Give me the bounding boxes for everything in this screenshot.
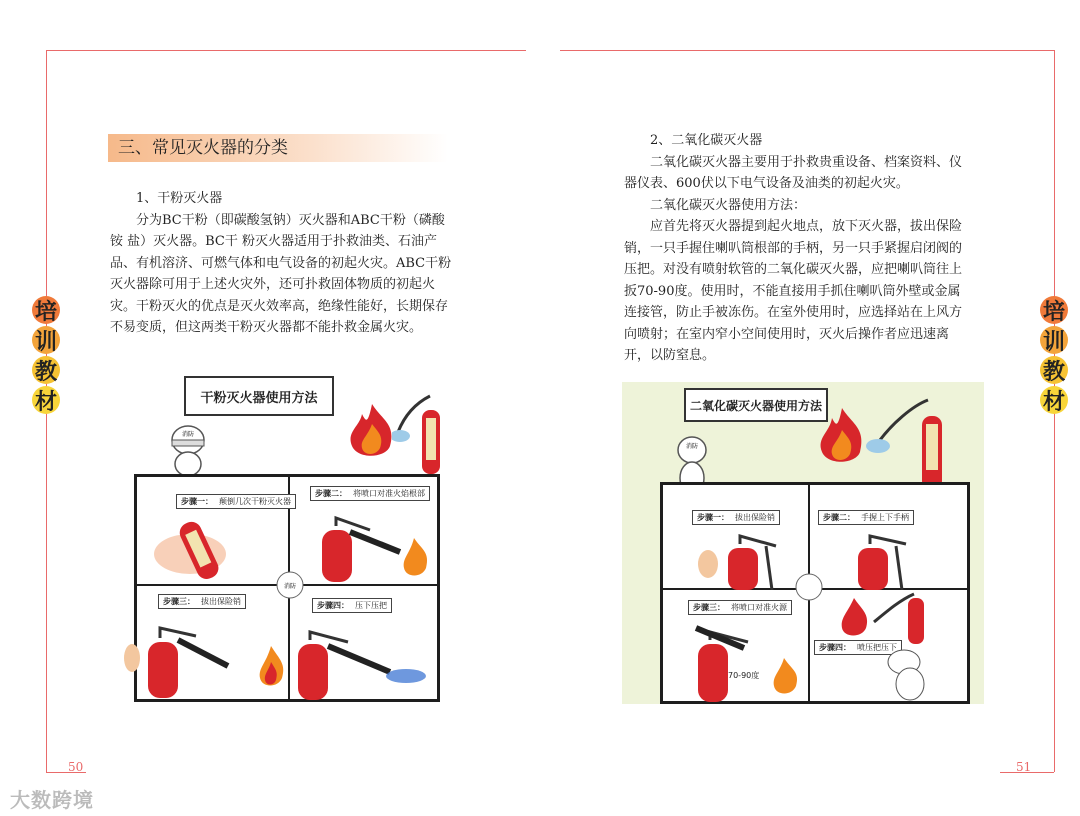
co2-step-3-label: 步骤三： 将喷口对准火源 [688, 600, 792, 615]
co2-helmet-text: 消防 [685, 443, 699, 450]
step-2-extinguisher-icon [310, 512, 436, 584]
right-side-tab [1040, 296, 1068, 414]
co2-step-2-label: 步骤二： 手握上下手柄 [818, 510, 914, 525]
co2-paragraph-1: 二氧化碳灭火器主要用于扑救贵重设备、档案资料、仪器仪表、600伏以下电气设备及油类的初起火灾。 [624, 154, 963, 191]
firefighter-mascot-icon [166, 422, 210, 478]
co2-illustration-title-bubble: 二氧化碳灭火器使用方法 [684, 388, 828, 422]
watermark: 大数跨境 [10, 788, 94, 812]
subheading-co2: 2、二氧化碳灭火器 [650, 133, 763, 148]
step-4-label: 步骤四： 压下压把 [312, 598, 392, 613]
step-1-extinguisher-icon [150, 510, 240, 584]
page-number-left: 50 [68, 760, 84, 774]
page-number-right: 51 [1016, 760, 1032, 774]
co2-extinguisher-spray-icon [862, 394, 962, 494]
right-text-block [624, 130, 964, 367]
illustration-title-bubble: 干粉灭火器使用方法 [184, 376, 334, 416]
left-text-block [110, 188, 455, 339]
step-2-label: 步骤二： 将喷口对准火焰根部 [310, 486, 430, 501]
side-tab-char: 训 [32, 326, 60, 354]
left-frame-top [46, 50, 526, 51]
center-badge-text: 消防 [283, 583, 297, 590]
co2-illustration [622, 382, 984, 704]
dry-powder-paragraph: 分为BC干粉（即碳酸氢钠）灭火器和ABC干粉（磷酸铵 盐）灭火器。BC干 粉灭火器适用于扑救油类、石油产品、有机溶济、可燃气体和电气设备的初起火灾。ABC干粉灭火器除可用于上述火灾外，还可扑救固体物质的初起火灾。干粉灭火的优点是灭火效率高，绝缘性能好，长期保存不易变质，但这两类干粉灭火器都不能扑救金属火灾。 [110, 212, 452, 335]
center-badge-icon [275, 570, 305, 600]
side-tab-char: 培 [1040, 296, 1068, 324]
step-3-flame-icon [254, 644, 288, 690]
step-1-label: 步骤一： 颠倒几次干粉灭火器 [176, 494, 296, 509]
co2-step-1-extinguisher-icon [696, 532, 806, 590]
extinguisher-spray-icon [392, 392, 452, 478]
co2-step-3-extinguisher-icon [692, 622, 808, 702]
side-tab-char: 材 [32, 386, 60, 414]
co2-angle-text: 70-90度 [728, 671, 760, 680]
co2-step-4-label: 步骤四： 喷压把压下 [814, 640, 902, 655]
side-tab-char: 训 [1040, 326, 1068, 354]
helmet-text: 消防 [181, 431, 195, 438]
subheading-co2-usage: 二氧化碳灭火器使用方法： [650, 197, 807, 213]
section-heading: 三、常见灭火器的分类 [108, 134, 448, 162]
step-4-extinguisher-icon [294, 628, 440, 702]
side-tab-char: 教 [32, 356, 60, 384]
side-tab-char: 培 [32, 296, 60, 324]
step-3-label: 步骤三： 拔出保险销 [158, 594, 246, 609]
co2-step-2-extinguisher-icon [848, 532, 928, 590]
co2-step-4-scene-icon [834, 590, 968, 702]
right-frame-top [560, 50, 1054, 51]
side-tab-char: 教 [1040, 356, 1068, 384]
subheading-dry-powder: 1、干粉灭火器 [136, 191, 223, 206]
side-tab-char: 材 [1040, 386, 1068, 414]
step-3-extinguisher-icon [122, 618, 242, 698]
dry-powder-illustration [130, 372, 460, 704]
left-side-tab [32, 296, 60, 414]
co2-paragraph-2: 应首先将灭火器提到起火地点，放下灭火器，拔出保险销，一只手握住喇叭筒根部的手柄，另一只手紧握启闭阀的压把。对没有喷射软管的二氧化碳灭火器，应把喇叭筒往上扳70-90度。使用时，不能直接用手抓住喇叭筒外壁或金属连接管，防止手被冻伤。在室外使用时，应选择站在上风方向喷射；在室内窄小空间使用时，灭火后操作者应迅速离开，以防窒息。 [624, 219, 963, 363]
co2-step-1-label: 步骤一： 拔出保险销 [692, 510, 780, 525]
